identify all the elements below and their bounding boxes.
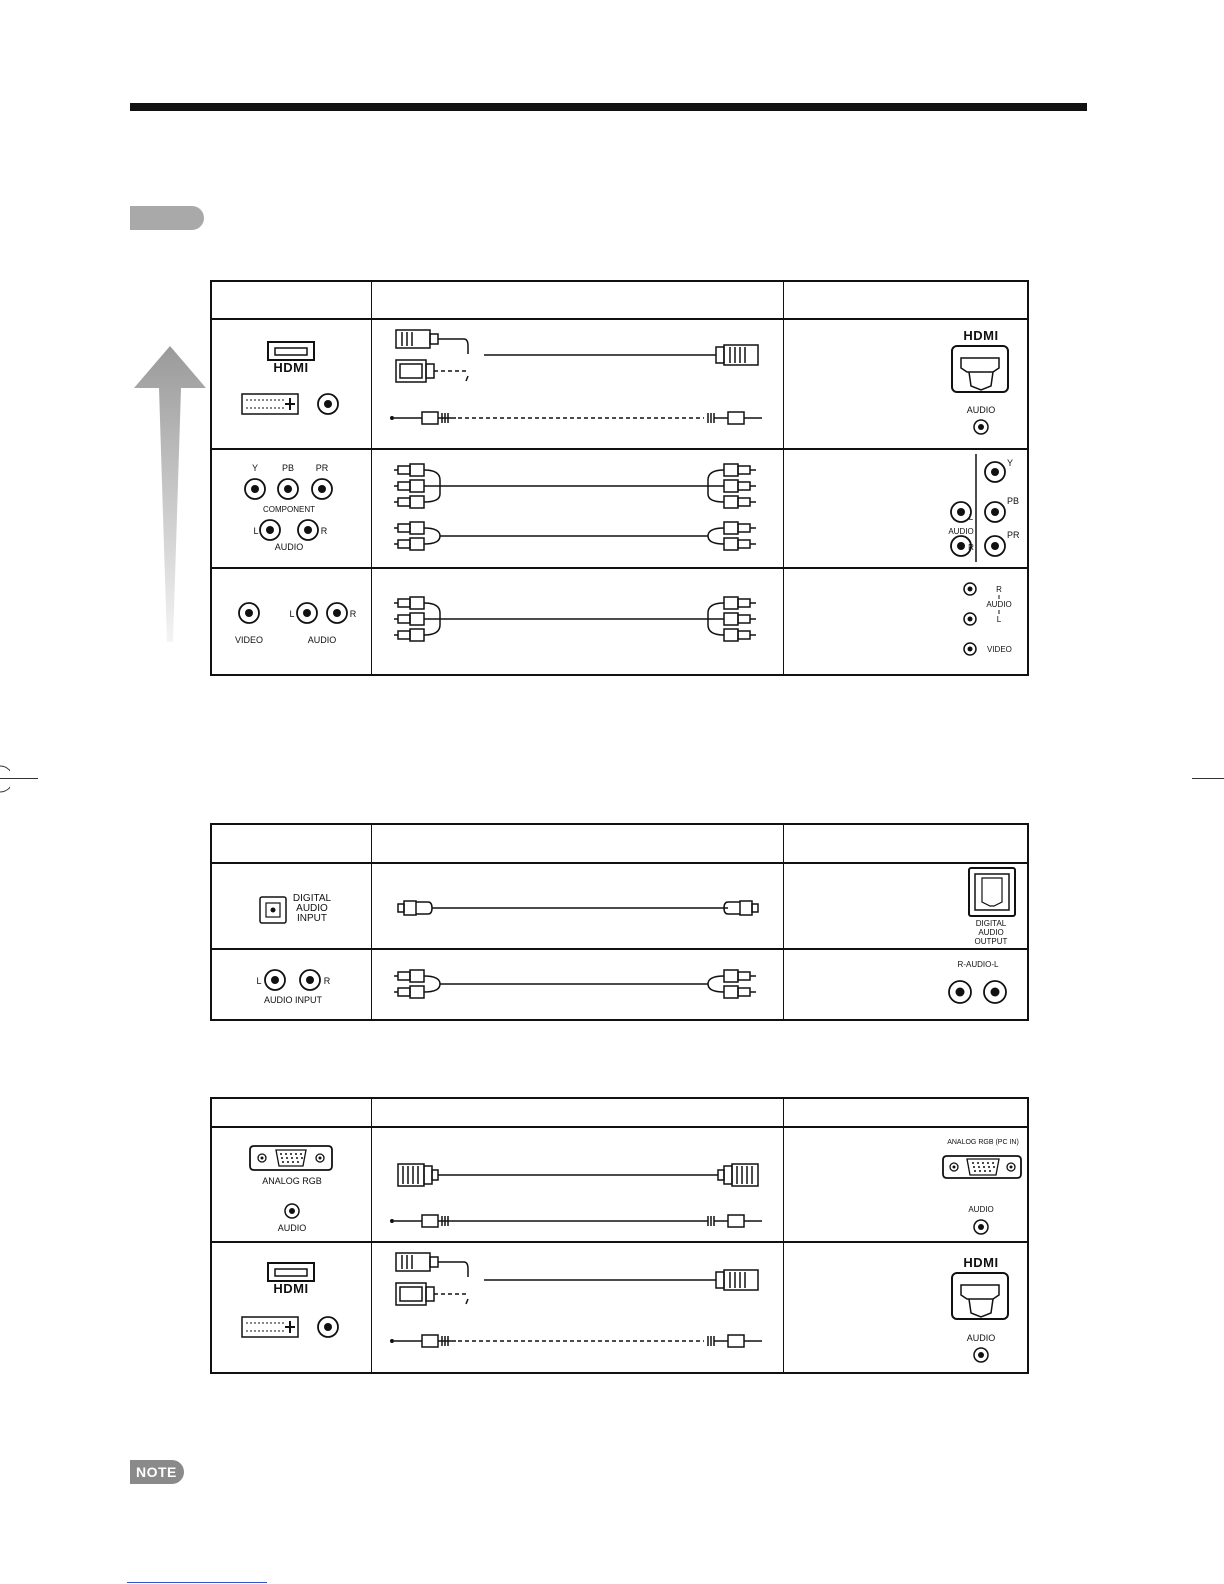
audio-label: AUDIO <box>978 928 1004 937</box>
tv-analog-rgb-terminal <box>212 1128 370 1241</box>
footer-link-underline <box>127 1582 267 1583</box>
audio-label: AUDIO <box>966 1333 996 1343</box>
analog-rgb-pc-in-label: ANALOG RGB (PC IN) <box>947 1139 1019 1146</box>
device-video-output <box>785 569 1029 674</box>
output-label: OUTPUT <box>974 937 1008 946</box>
header-rule <box>130 103 1087 111</box>
audio-label: AUDIO <box>968 1205 994 1214</box>
tv-video-terminal <box>212 569 370 674</box>
pb-label: PB <box>1007 496 1020 506</box>
analog-rgb-label: ANALOG RGB <box>262 1176 322 1186</box>
pb-label: PB <box>281 463 295 473</box>
hdmi-dvi-cable-illustration <box>374 320 782 448</box>
right-label: R <box>968 543 974 552</box>
composite-cable-illustration <box>374 569 782 674</box>
component-cable-illustration <box>374 450 782 567</box>
tv-digital-audio-input <box>212 864 370 948</box>
device-hdmi-logo: HDMI <box>963 1255 999 1270</box>
device-component-output <box>785 450 1029 567</box>
right-label: R <box>996 585 1002 594</box>
note-badge: NOTE <box>130 1460 184 1484</box>
pr-label: PR <box>315 463 329 473</box>
right-label: R <box>349 609 357 619</box>
y-label: Y <box>1007 458 1014 468</box>
rgb-cable-illustration <box>374 1128 782 1241</box>
left-label: L <box>996 615 1002 624</box>
audio-label: AUDIO <box>274 542 304 552</box>
left-label: L <box>968 513 974 522</box>
tv-hdmi-dvi-terminal <box>212 1243 370 1372</box>
audio-connection-table <box>210 823 1029 1021</box>
hdmi-logo-label: HDMI <box>273 1281 309 1296</box>
video-connection-table <box>210 280 1029 676</box>
audio-label: AUDIO <box>307 635 337 645</box>
hdmi-dvi-cable-illustration <box>374 1243 782 1372</box>
audio-label: AUDIO <box>296 903 328 914</box>
r-audio-l-label: R-AUDIO-L <box>957 960 999 969</box>
device-hdmi-output <box>785 320 1029 448</box>
component-label: COMPONENT <box>263 505 315 514</box>
input-label: INPUT <box>297 913 327 924</box>
audio-cable-illustration <box>374 950 782 1019</box>
left-label: L <box>253 526 259 536</box>
device-hdmi-logo: HDMI <box>963 328 999 343</box>
audio-label: AUDIO <box>986 600 1012 609</box>
audio-label: AUDIO <box>277 1223 307 1233</box>
left-label: L <box>289 609 295 619</box>
device-hdmi-output <box>785 1243 1029 1372</box>
device-audio-output <box>785 950 1029 1019</box>
audio-label: AUDIO <box>966 405 996 415</box>
crop-mark-circle <box>0 764 10 794</box>
right-label: R <box>323 976 331 986</box>
y-label: Y <box>251 463 259 473</box>
hdmi-logo-label: HDMI <box>273 360 309 375</box>
optical-cable-illustration <box>374 864 782 948</box>
audio-input-label: AUDIO INPUT <box>263 995 323 1005</box>
digital-label: DIGITAL <box>292 893 332 904</box>
tv-component-terminal <box>212 450 370 567</box>
pc-connection-table <box>210 1097 1029 1374</box>
video-label: VIDEO <box>234 635 264 645</box>
quality-arrow-icon <box>130 340 210 645</box>
tv-hdmi-dvi-terminal <box>212 320 370 448</box>
pr-label: PR <box>1007 530 1020 540</box>
left-label: L <box>256 976 262 986</box>
crop-mark <box>1192 778 1224 779</box>
section-marker-pill <box>130 206 204 230</box>
device-analog-rgb-output <box>785 1128 1029 1241</box>
audio-label: AUDIO <box>948 527 974 536</box>
tv-audio-input <box>212 950 370 1019</box>
video-label: VIDEO <box>987 645 1012 654</box>
right-label: R <box>320 526 328 536</box>
digital-label: DIGITAL <box>975 919 1007 928</box>
device-digital-audio-output <box>785 864 1029 948</box>
